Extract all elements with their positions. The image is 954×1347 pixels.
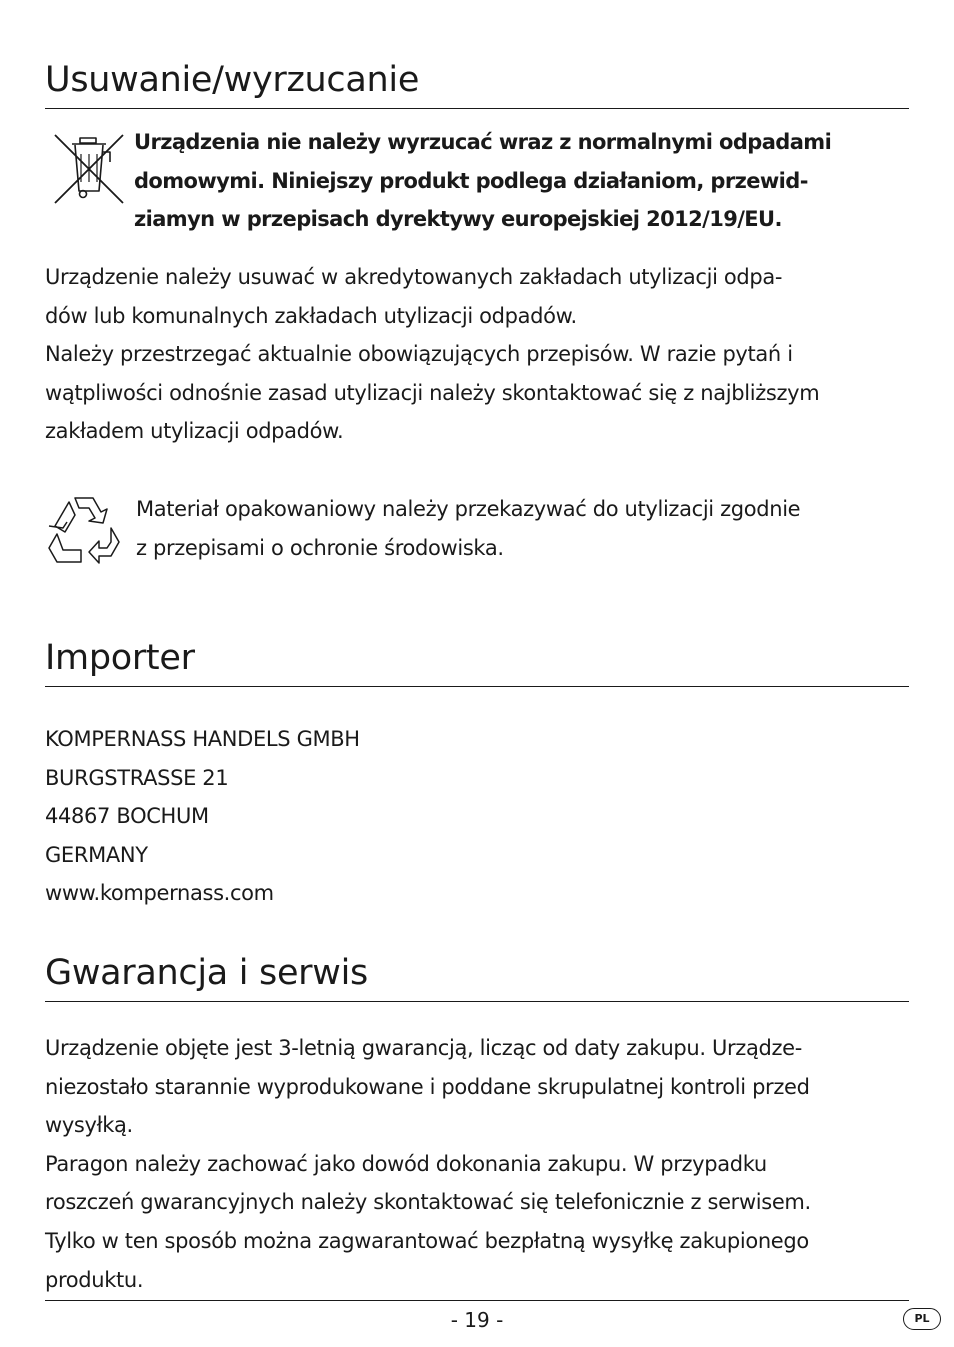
address-line: BURGSTRASSE 21: [45, 765, 229, 790]
language-badge: PL: [903, 1308, 941, 1330]
warranty-body: [45, 1029, 920, 1299]
body-line: wątpliwości odnośnie zasad utylizacji należy skontaktować się z najbliższym: [45, 380, 820, 405]
address-line: 44867 BOCHUM: [45, 804, 209, 829]
address-line: KOMPERNASS HANDELS GMBH: [45, 727, 360, 751]
body-line: roszczeń gwarancyjnych należy skontaktować się telefonicznie z serwisem.: [45, 1190, 811, 1215]
body-line: zakładem utylizacji odpadów.: [45, 419, 344, 444]
section-title-disposal: Usuwanie/wyrzucanie: [45, 60, 420, 100]
page-number: - 19 -: [450, 1308, 504, 1332]
section-divider: [45, 1001, 909, 1002]
disposal-body: [45, 258, 920, 451]
body-line: dów lub komunalnych zakładach utylizacji odpadów.: [45, 303, 577, 328]
importer-address: [45, 720, 920, 913]
body-line: Należy przestrzegać aktualnie obowiązujących przepisów. W razie pytań i: [45, 342, 793, 367]
website-link[interactable]: www.kompernass.com: [45, 881, 274, 906]
body-line: wysyłką.: [45, 1113, 133, 1138]
body-line: Paragon należy zachować jako dowód dokonania zakupu. W przypadku: [45, 1151, 767, 1176]
body-line: Urządzenie należy usuwać w akredytowanych zakładach utylizacji odpa-: [45, 265, 783, 289]
body-line: produktu.: [45, 1267, 144, 1292]
section-divider: [45, 686, 909, 687]
body-line: Urządzenie objęte jest 3-letnią gwarancją, licząc od daty zakupu. Urządze-: [45, 1036, 802, 1060]
body-line: niezostało starannie wyprodukowane i poddane skrupulatnej kontroli przed: [45, 1074, 810, 1099]
notice-line: Urządzenia nie należy wyrzucać wraz z normalnymi odpadami: [134, 130, 832, 154]
address-line: GERMANY: [45, 842, 148, 867]
section-divider: [45, 108, 909, 109]
weee-notice: [134, 123, 924, 239]
body-line: Tylko w ten sposób można zagwarantować bezpłatną wysyłkę zakupionego: [45, 1228, 809, 1253]
notice-line: domowymi. Niniejszy produkt podlega działaniom, przewid-: [134, 168, 808, 193]
section-title-warranty: Gwarancja i serwis: [45, 953, 368, 993]
recycling-line: z przepisami o ochronie środowiska.: [136, 535, 504, 560]
recycling-arrows-icon: [45, 492, 125, 566]
crossed-out-wheelie-bin-icon: [50, 130, 128, 208]
recycling-note: [136, 490, 926, 567]
section-title-importer: Importer: [45, 638, 195, 678]
footer-divider: [45, 1300, 909, 1301]
recycling-line: Materiał opakowaniowy należy przekazywać do utylizacji zgodnie: [136, 497, 801, 521]
notice-line: ziamyn w przepisach dyrektywy europejskiej 2012/19/EU.: [134, 207, 782, 232]
